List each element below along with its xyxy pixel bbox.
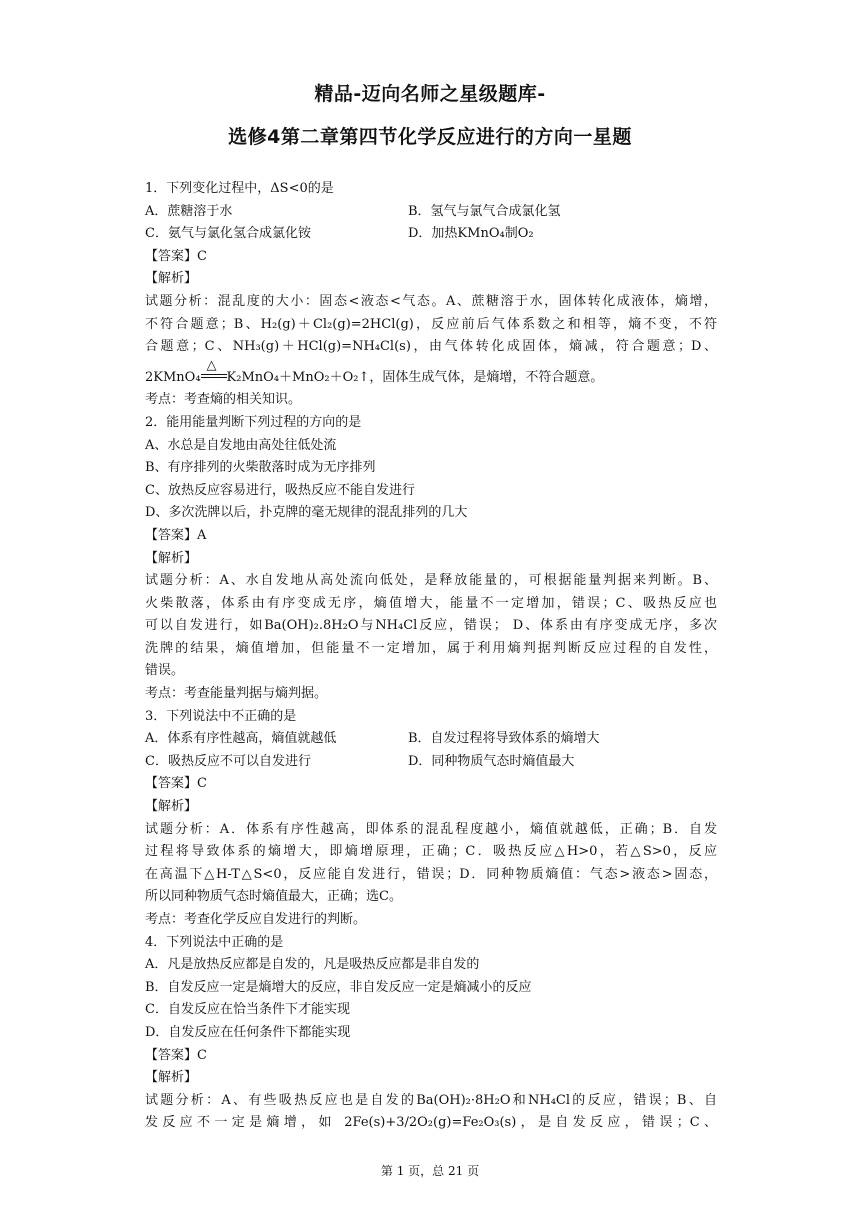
- question-1-options-cd: [145, 223, 717, 246]
- question-3-stem: 3．下列说法中不正确的是: [145, 708, 297, 724]
- question-3-options-cd: [145, 751, 717, 774]
- heat-arrow-icon: [201, 357, 227, 383]
- analysis-label: 【解析】: [145, 1070, 198, 1086]
- reaction-reactant: 2KMnO₄: [145, 369, 201, 385]
- analysis-text: 错误。: [145, 663, 185, 679]
- test-point: 考点：考查化学反应自发进行的判断。: [145, 912, 367, 927]
- analysis-label: 【解析】: [145, 271, 198, 287]
- question-body: [145, 178, 717, 1135]
- option-d: D．自发反应在任何条件下都能实现: [145, 1024, 351, 1040]
- option-b: B、有序排列的火柴散落时成为无序排列: [145, 460, 376, 476]
- option-d: D．同种物质气态时熵值最大: [408, 753, 575, 769]
- analysis-text: 所以同种物质气态时熵值最大，正确；选C。: [145, 889, 402, 905]
- option-b: B．氢气与氯气合成氯化氢: [408, 203, 561, 219]
- analysis-text: 洗牌的结果，熵值增加，但能量不一定增加，属于利用熵判据判断反应过程的自发性，: [145, 640, 717, 656]
- reaction-equation: [145, 357, 717, 390]
- analysis-text: 试题分析：混乱度的大小：固态<液态<气态。A、蔗糖溶于水，固体转化成液体，熵增，: [145, 293, 717, 309]
- option-c: C、放热反应容易进行，吸热反应不能自发进行: [145, 482, 415, 498]
- question-2-stem: 2．能用能量判断下列过程的方向的是: [145, 414, 362, 430]
- option-a: A．蔗糖溶于水: [145, 203, 233, 219]
- option-a: A．凡是放热反应都是自发的，凡是吸热反应都是非自发的: [145, 957, 480, 973]
- option-b: B．自发过程将导致体系的熵增大: [408, 731, 600, 747]
- analysis-text: 合题意；C、NH₃(g)＋HCl(g)=NH₄Cl(s)，由气体转化成固体，熵减，符合题意；D、: [145, 339, 717, 355]
- answer: 【答案】C: [145, 776, 207, 792]
- question-1-options-ab: [145, 201, 717, 224]
- reaction-products: K₂MnO₄＋MnO₂＋O₂↑，固体生成气体，是熵增，不符合题意。: [226, 369, 604, 385]
- document-subtitle: 选修4第二章第四节化学反应进行的方向一星题: [228, 126, 632, 148]
- option-a: A．体系有序性越高，熵值就越低: [145, 731, 337, 747]
- analysis-label: 【解析】: [145, 550, 198, 566]
- analysis-label: 【解析】: [145, 799, 198, 815]
- analysis-text: 试题分析：A、水自发地从高处流向低处，是释放能量的，可根据能量判据来判断。B、: [145, 573, 717, 589]
- test-point: 考点：考查熵的相关知识。: [145, 392, 302, 408]
- question-1-stem: 1．下列变化过程中，ΔS<0的是: [145, 181, 334, 196]
- page-footer: 第 1 页，总 21 页: [380, 1164, 480, 1178]
- answer: 【答案】C: [145, 1047, 207, 1063]
- option-d: D、多次洗牌以后，扑克牌的毫无规律的混乱排列的几大: [145, 505, 468, 521]
- document-title: 精品-迈向名师之星级题库-: [314, 83, 546, 105]
- analysis-text: 可以自发进行，如Ba(OH)₂.8H₂O与NH₄Cl反应，错误； D、体系由有序变成无序，多次: [145, 618, 717, 634]
- option-d: D．加热KMnO₄制O₂: [408, 226, 534, 242]
- analysis-text: 试题分析：A．体系有序性越高，即体系的混乱程度越小，熵值就越低，正确；B．自发: [145, 821, 717, 837]
- option-b: B．自发反应一定是熵增大的反应，非自发反应一定是熵减小的反应: [145, 979, 532, 995]
- option-c: C．吸热反应不可以自发进行: [145, 753, 311, 769]
- question-3-options-ab: [145, 728, 717, 751]
- analysis-text: 过程将导致体系的熵增大，即熵增原理，正确；C．吸热反应△H>0，若△S>0，反应: [145, 844, 717, 860]
- answer: 【答案】A: [145, 527, 207, 543]
- analysis-text: 试题分析：A、有些吸热反应也是自发的Ba(OH)₂·8H₂O和NH₄Cl的反应，错误；B、自: [145, 1092, 717, 1108]
- heat-condition: △: [206, 357, 217, 373]
- option-c: C．氨气与氯化氢合成氯化铵: [145, 226, 311, 242]
- analysis-text: 不符合题意；B、H₂(g)＋Cl₂(g)=2HCl(g)，反应前后气体系数之和相等，熵不变，不符: [145, 316, 717, 332]
- question-4-stem: 4．下列说法中正确的是: [145, 934, 284, 950]
- option-c: C．自发反应在恰当条件下才能实现: [145, 1002, 350, 1018]
- answer: 【答案】C: [145, 248, 207, 264]
- analysis-text: 在高温下△H-T△S<0，反应能自发进行，错误；D．同种物质熵值：气态>液态>固态，: [145, 866, 717, 882]
- analysis-text: 火柴散落，体系由有序变成无序，熵值增大，能量不一定增加，错误；C、吸热反应也: [145, 595, 717, 611]
- test-point: 考点：考查能量判据与熵判据。: [145, 686, 328, 702]
- analysis-text: 发反应不一定是熵增，如 2Fe(s)+3/2O₂(g)=Fe₂O₃(s)，是自发反应，错误；C、: [145, 1115, 717, 1131]
- option-a: A、水总是自发地由高处往低处流: [145, 437, 337, 453]
